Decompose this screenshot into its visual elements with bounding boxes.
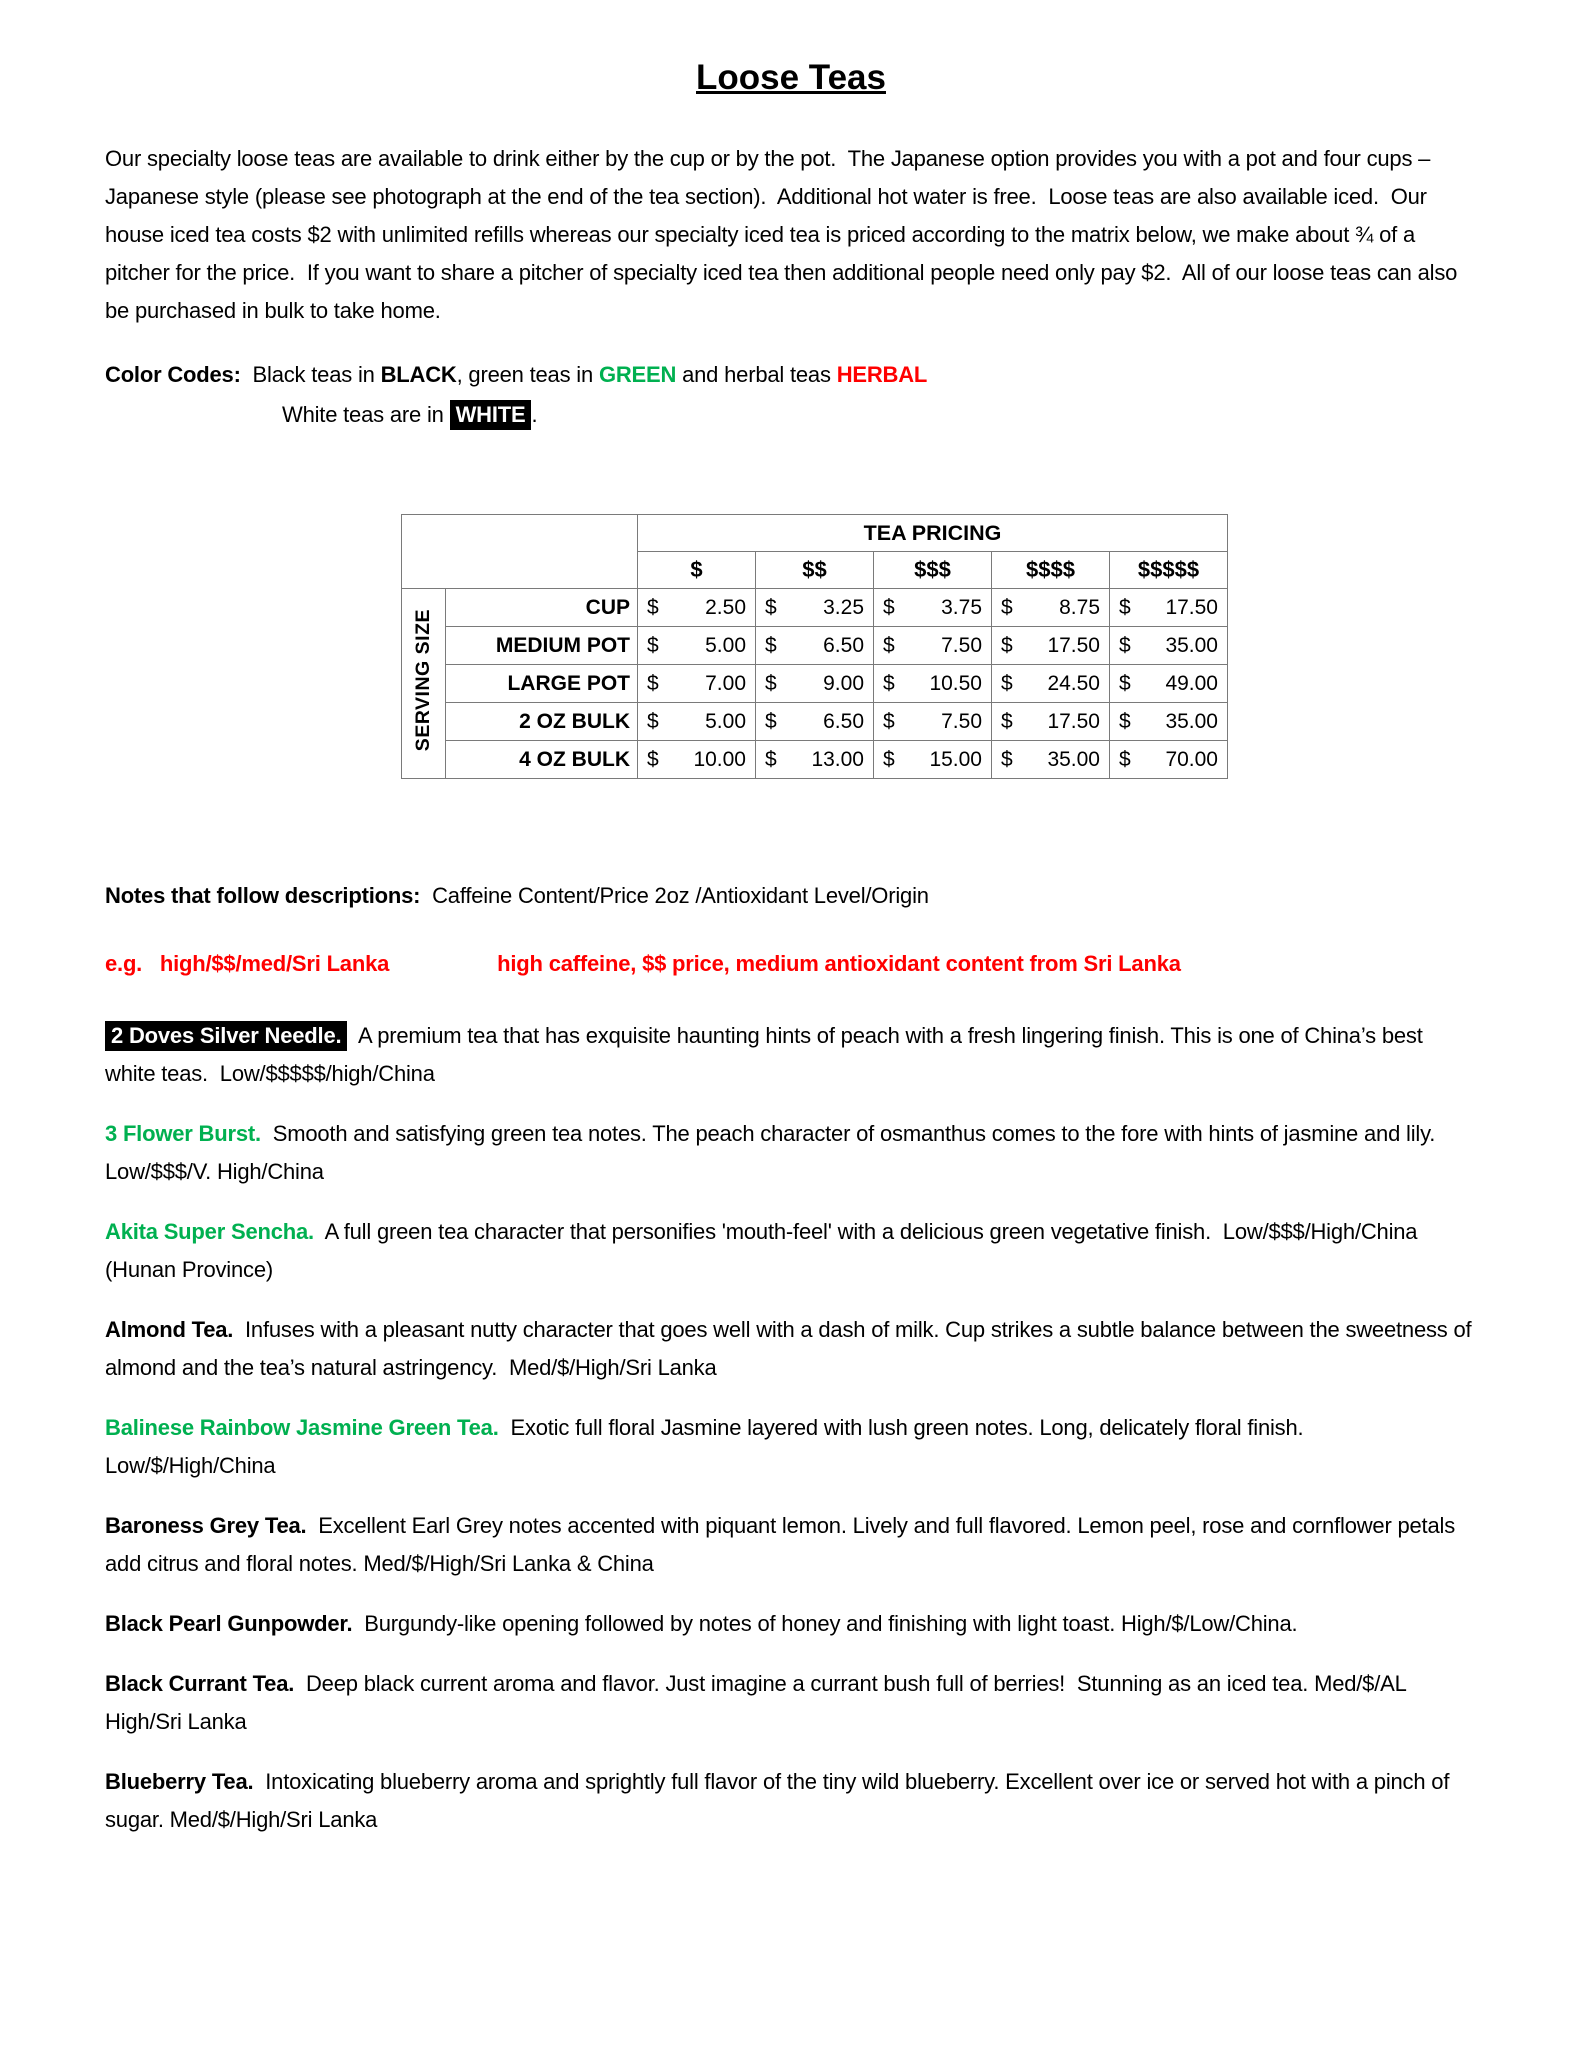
table-header-row [402,515,1228,552]
currency-symbol: $ [647,747,659,771]
price-tier-header: $$$$$ [1110,552,1228,589]
tea-description: Intoxicating blueberry aroma and sprightly full flavor of the tiny wild blueberry. Excellent over ice or served hot with a pinch of sugar. Med/$/High/Sri Lanka [105,1769,1456,1832]
price-amount: 15.00 [929,747,982,771]
table-row [402,665,1228,703]
price-amount: 35.00 [1165,709,1218,733]
price-amount: 17.50 [1165,595,1218,619]
price-amount: 35.00 [1165,633,1218,657]
currency-symbol: $ [1119,747,1131,771]
price-cell [756,741,874,779]
price-amount: 10.00 [693,747,746,771]
example-line [105,945,1477,983]
price-amount: 49.00 [1165,671,1218,695]
pricing-table-container [401,514,1477,779]
price-cell [638,741,756,779]
tea-description: Exotic full floral Jasmine layered with lush green notes. Long, delicately floral finish. Low/$/High/China [105,1415,1310,1478]
table-corner-cell [402,515,638,589]
color-codes-text: Black teas in [240,362,381,387]
color-codes-line1 [105,356,1477,394]
tea-name: Blueberry Tea. [105,1769,254,1794]
row-label-4oz-bulk: 4 OZ BULK [446,741,638,779]
price-cell [638,589,756,627]
color-codes-section [105,356,1477,434]
example-right: high caffeine, $$ price, medium antioxidant content from Sri Lanka [497,951,1181,976]
price-cell [756,589,874,627]
price-amount: 5.00 [705,709,746,733]
currency-symbol: $ [765,709,777,733]
row-label-large-pot: LARGE POT [446,665,638,703]
serving-size-label: SERVING SIZE [412,609,434,752]
page-title: Loose Teas [696,58,886,97]
price-cell [992,741,1110,779]
tea-entry [105,1115,1477,1191]
tea-entry [105,1605,1477,1643]
price-cell [992,589,1110,627]
price-amount: 7.50 [941,633,982,657]
tea-description: A premium tea that has exquisite haunting hints of peach with a fresh lingering finish. This is one of China’s best white teas. Low/$$$$$/high/China [105,1023,1429,1086]
table-row [402,627,1228,665]
currency-symbol: $ [765,671,777,695]
color-codes-text: , green teas in [456,362,599,387]
color-codes-text: . [531,402,538,427]
price-cell [1110,665,1228,703]
tea-name: 2 Doves Silver Needle. [105,1021,347,1051]
price-amount: 9.00 [823,671,864,695]
tea-description: Smooth and satisfying green tea notes. The peach character of osmanthus comes to the fore with hints of jasmine and lily. Low/$$$/V. High/China [105,1121,1447,1184]
example-left: e.g. high/$$/med/Sri Lanka [105,951,390,976]
color-codes-text: White teas are in [282,402,450,427]
currency-symbol: $ [765,633,777,657]
price-cell [638,627,756,665]
price-tier-header: $ [638,552,756,589]
row-label-medium-pot: MEDIUM POT [446,627,638,665]
tea-description: Deep black current aroma and flavor. Just imagine a currant bush full of berries! Stunning as an iced tea. Med/$/AL High/Sri Lanka [105,1671,1412,1734]
tea-name: Black Currant Tea. [105,1671,295,1696]
price-cell [1110,589,1228,627]
tea-name: Black Pearl Gunpowder. [105,1611,353,1636]
tea-entry [105,1665,1477,1741]
tea-entry [105,1213,1477,1289]
color-codes-line2 [105,396,1477,434]
table-row [402,589,1228,627]
intro-paragraph: Our specialty loose teas are available to drink either by the cup or by the pot. The Japanese option provides you with a pot and four cups – Japanese style (please see photograph at the end of the tea section). Additional hot water is free. Loose teas are also available iced. Our house iced tea costs $2 with unlimited refills whereas our specialty iced tea is priced according to the matrix below, we make about ¾ of a pitcher for the price. If you want to share a pitcher of specialty iced tea then additional people need only pay $2. All of our loose teas can also be purchased in bulk to take home. [105,146,1464,323]
price-amount: 6.50 [823,709,864,733]
herbal-tea-code: HERBAL [836,362,928,387]
price-cell [756,665,874,703]
currency-symbol: $ [883,709,895,733]
currency-symbol: $ [765,595,777,619]
price-cell [874,589,992,627]
row-label-2oz-bulk: 2 OZ BULK [446,703,638,741]
price-cell [1110,703,1228,741]
currency-symbol: $ [1001,747,1013,771]
price-amount: 7.50 [941,709,982,733]
price-cell [874,703,992,741]
price-amount: 70.00 [1165,747,1218,771]
tea-name: Baroness Grey Tea. [105,1513,307,1538]
notes-label: Notes that follow descriptions: [105,883,421,908]
price-amount: 3.25 [823,595,864,619]
price-amount: 8.75 [1059,595,1100,619]
price-amount: 2.50 [705,595,746,619]
price-cell [756,703,874,741]
currency-symbol: $ [1119,595,1131,619]
notes-line [105,877,1477,915]
price-cell [638,703,756,741]
white-tea-code: WHITE [450,400,532,430]
currency-symbol: $ [647,633,659,657]
currency-symbol: $ [1001,595,1013,619]
tea-entry [105,1017,1477,1093]
price-cell [992,665,1110,703]
tea-description: A full green tea character that personifies 'mouth-feel' with a delicious green vegetative finish. Low/$$$/High/China (Hunan Province) [105,1219,1424,1282]
pricing-table [401,514,1228,779]
notes-text: Caffeine Content/Price 2oz /Antioxidant Level/Origin [420,883,929,908]
currency-symbol: $ [1119,709,1131,733]
currency-symbol: $ [883,671,895,695]
price-tier-header: $$$$ [992,552,1110,589]
currency-symbol: $ [883,747,895,771]
tea-list [105,1017,1477,1839]
tea-entry [105,1311,1477,1387]
green-tea-code: GREEN [598,362,677,387]
price-amount: 35.00 [1047,747,1100,771]
price-cell [874,627,992,665]
price-cell [992,703,1110,741]
tea-name: Balinese Rainbow Jasmine Green Tea. [105,1415,499,1440]
price-amount: 10.50 [929,671,982,695]
currency-symbol: $ [1001,633,1013,657]
tea-name: Almond Tea. [105,1317,234,1342]
currency-symbol: $ [1119,671,1131,695]
tea-entry [105,1409,1477,1485]
currency-symbol: $ [647,595,659,619]
currency-symbol: $ [1001,671,1013,695]
price-amount: 6.50 [823,633,864,657]
price-amount: 3.75 [941,595,982,619]
currency-symbol: $ [765,747,777,771]
price-amount: 24.50 [1047,671,1100,695]
serving-size-label-cell [402,589,446,779]
currency-symbol: $ [883,633,895,657]
price-cell [874,741,992,779]
tea-pricing-header: TEA PRICING [638,515,1228,552]
currency-symbol: $ [1119,633,1131,657]
currency-symbol: $ [1001,709,1013,733]
price-amount: 17.50 [1047,709,1100,733]
table-row [402,741,1228,779]
currency-symbol: $ [883,595,895,619]
black-tea-code: BLACK [380,362,457,387]
price-amount: 5.00 [705,633,746,657]
color-codes-label: Color Codes: [105,362,241,387]
tea-description: Burgundy-like opening followed by notes of honey and finishing with light toast. High/$/Low/China. [352,1611,1298,1636]
price-amount: 17.50 [1047,633,1100,657]
price-cell [756,627,874,665]
currency-symbol: $ [647,709,659,733]
price-cell [638,665,756,703]
row-label-cup: CUP [446,589,638,627]
currency-symbol: $ [647,671,659,695]
price-cell [1110,741,1228,779]
tea-name: 3 Flower Burst. [105,1121,261,1146]
price-tier-header: $$ [756,552,874,589]
tea-description: Infuses with a pleasant nutty character that goes well with a dash of milk. Cup strikes a subtle balance between the sweetness of almond and the tea’s natural astringency. Med/$/High/Sri Lanka [105,1317,1478,1380]
price-amount: 13.00 [811,747,864,771]
price-tier-header: $$$ [874,552,992,589]
tea-entry [105,1507,1477,1583]
tea-description: Excellent Earl Grey notes accented with piquant lemon. Lively and full flavored. Lemon peel, rose and cornflower petals add citrus and floral notes. Med/$/High/Sri Lanka & China [105,1513,1461,1576]
price-cell [874,665,992,703]
price-cell [1110,627,1228,665]
color-codes-text: and herbal teas [676,362,837,387]
price-amount: 7.00 [705,671,746,695]
table-row [402,703,1228,741]
tea-entry [105,1763,1477,1839]
tea-name: Akita Super Sencha. [105,1219,314,1244]
price-cell [992,627,1110,665]
